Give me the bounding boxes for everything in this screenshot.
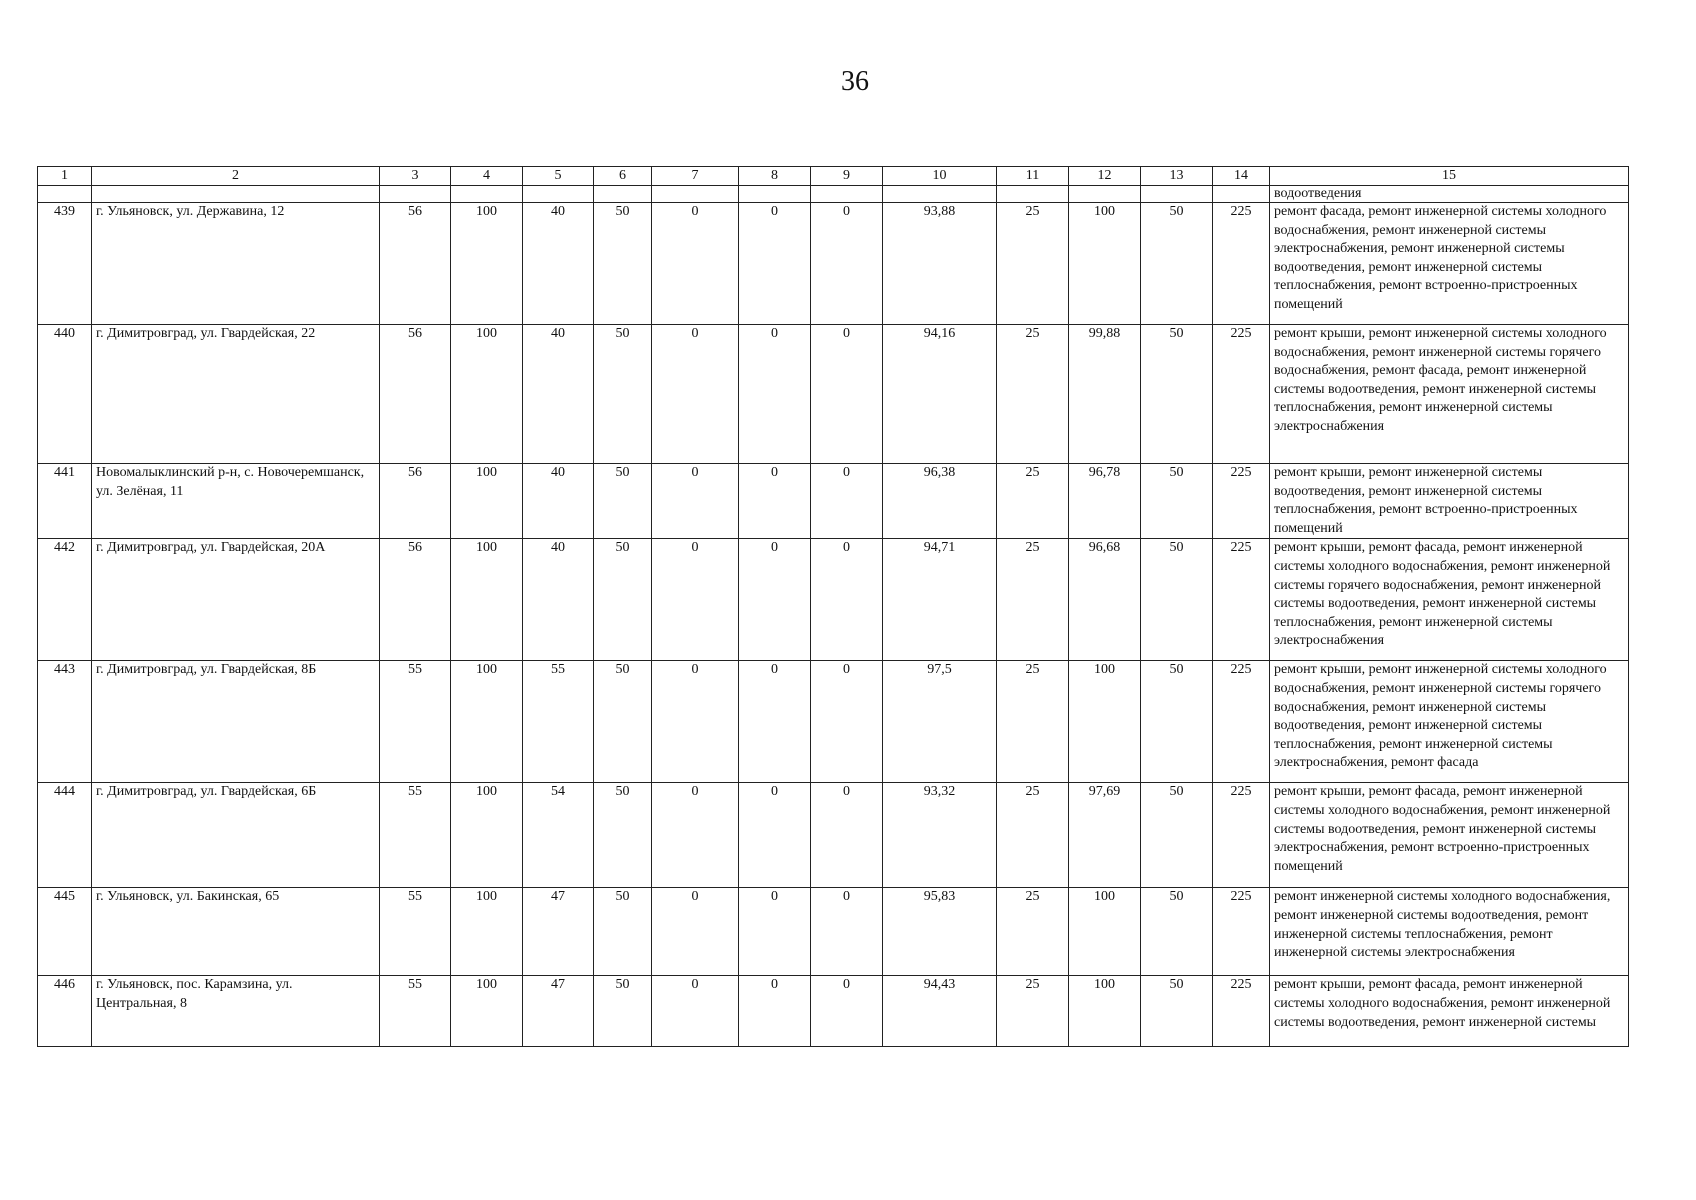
row-number-cell: 442 [38, 539, 92, 661]
row-number-cell: 440 [38, 325, 92, 464]
header-cell: 1 [38, 167, 92, 186]
value-cell: 56 [380, 325, 451, 464]
value-cell: 40 [523, 203, 594, 325]
value-cell: 0 [739, 539, 811, 661]
table-row [38, 539, 1629, 661]
value-cell: 0 [652, 464, 739, 539]
value-cell: 0 [739, 661, 811, 783]
value-cell: 100 [451, 783, 523, 888]
value-cell: 50 [1141, 888, 1213, 976]
value-cell: 25 [997, 464, 1069, 539]
value-cell: 50 [1141, 976, 1213, 1047]
value-cell: 47 [523, 976, 594, 1047]
row-number-cell: 445 [38, 888, 92, 976]
value-cell: 100 [451, 888, 523, 976]
address-cell: г. Димитровград, ул. Гвардейская, 8Б [92, 661, 380, 783]
value-cell: 25 [997, 888, 1069, 976]
value-cell: 47 [523, 888, 594, 976]
value-cell: 50 [594, 661, 652, 783]
value-cell: 94,71 [883, 539, 997, 661]
value-cell: 0 [652, 976, 739, 1047]
value-cell: 0 [652, 661, 739, 783]
value-cell: 0 [739, 325, 811, 464]
table-row [38, 203, 1629, 325]
value-cell: 97,5 [883, 661, 997, 783]
works-cell: водоотведения [1270, 186, 1629, 203]
value-cell: 100 [1069, 976, 1141, 1047]
table-row [38, 976, 1629, 1047]
value-cell: 50 [594, 888, 652, 976]
value-cell: 56 [380, 203, 451, 325]
value-cell: 55 [380, 888, 451, 976]
row-number-cell: 444 [38, 783, 92, 888]
value-cell: 55 [523, 661, 594, 783]
value-cell: 0 [811, 661, 883, 783]
row-number-cell: 441 [38, 464, 92, 539]
table-row [38, 464, 1629, 539]
value-cell: 40 [523, 464, 594, 539]
value-cell: 0 [739, 783, 811, 888]
value-cell: 50 [1141, 661, 1213, 783]
value-cell: 94,16 [883, 325, 997, 464]
value-cell: 50 [1141, 325, 1213, 464]
value-cell: 97,69 [1069, 783, 1141, 888]
table-row [38, 888, 1629, 976]
address-cell: г. Ульяновск, ул. Державина, 12 [92, 203, 380, 325]
value-cell: 100 [1069, 661, 1141, 783]
works-cell: ремонт инженерной системы холодного водоснабжения, ремонт инженерной системы водоотведения, ремонт инженерной системы теплоснабжения, ремонт инженерной системы электроснабжения [1270, 888, 1629, 976]
value-cell: 50 [594, 464, 652, 539]
value-cell: 0 [811, 976, 883, 1047]
value-cell: 100 [451, 325, 523, 464]
value-cell: 25 [997, 539, 1069, 661]
address-cell: г. Ульяновск, пос. Карамзина, ул. Центральная, 8 [92, 976, 380, 1047]
header-cell: 14 [1213, 167, 1270, 186]
address-cell: г. Ульяновск, ул. Бакинская, 65 [92, 888, 380, 976]
header-cell: 10 [883, 167, 997, 186]
value-cell: 225 [1213, 976, 1270, 1047]
header-cell: 3 [380, 167, 451, 186]
address-cell: г. Димитровград, ул. Гвардейская, 6Б [92, 783, 380, 888]
value-cell: 50 [1141, 539, 1213, 661]
value-cell: 0 [811, 325, 883, 464]
works-cell: ремонт фасада, ремонт инженерной системы холодного водоснабжения, ремонт инженерной системы электроснабжения, ремонт инженерной системы водоотведения, ремонт инженерной системы теплоснабжения, ремонт встроенно-пристроенных помещений [1270, 203, 1629, 325]
value-cell: 0 [811, 539, 883, 661]
value-cell: 50 [1141, 783, 1213, 888]
value-cell: 0 [811, 464, 883, 539]
value-cell: 100 [451, 464, 523, 539]
value-cell: 100 [451, 661, 523, 783]
value-cell: 50 [594, 783, 652, 888]
value-cell: 40 [523, 539, 594, 661]
row-number-cell: 446 [38, 976, 92, 1047]
value-cell: 50 [594, 203, 652, 325]
value-cell: 50 [1141, 464, 1213, 539]
value-cell: 25 [997, 783, 1069, 888]
address-cell: Новомалыклинский р-н, с. Новочеремшанск, ул. Зелёная, 11 [92, 464, 380, 539]
continuation-row [38, 186, 1629, 203]
header-cell: 2 [92, 167, 380, 186]
value-cell: 100 [451, 976, 523, 1047]
value-cell: 225 [1213, 464, 1270, 539]
value-cell: 56 [380, 539, 451, 661]
value-cell: 0 [652, 325, 739, 464]
value-cell: 93,32 [883, 783, 997, 888]
value-cell: 54 [523, 783, 594, 888]
row-number-cell: 443 [38, 661, 92, 783]
value-cell: 25 [997, 976, 1069, 1047]
value-cell: 25 [997, 325, 1069, 464]
value-cell: 100 [451, 539, 523, 661]
header-cell: 4 [451, 167, 523, 186]
value-cell: 0 [652, 203, 739, 325]
table-row [38, 661, 1629, 783]
value-cell: 100 [1069, 888, 1141, 976]
header-cell: 8 [739, 167, 811, 186]
works-cell: ремонт крыши, ремонт фасада, ремонт инженерной системы холодного водоснабжения, ремонт инженерной системы водоотведения, ремонт инженерной системы [1270, 976, 1629, 1047]
value-cell: 25 [997, 661, 1069, 783]
value-cell: 0 [811, 203, 883, 325]
value-cell: 50 [594, 539, 652, 661]
value-cell: 0 [739, 464, 811, 539]
value-cell: 25 [997, 203, 1069, 325]
page-number: 36 [841, 66, 869, 97]
value-cell: 55 [380, 976, 451, 1047]
value-cell: 93,88 [883, 203, 997, 325]
repair-register-table [37, 166, 1629, 1047]
header-cell: 11 [997, 167, 1069, 186]
header-cell: 15 [1270, 167, 1629, 186]
value-cell: 95,83 [883, 888, 997, 976]
works-cell: ремонт крыши, ремонт фасада, ремонт инженерной системы холодного водоснабжения, ремонт инженерной системы горячего водоснабжения, ремонт инженерной системы водоотведения, ремонт инженерной системы теплоснабжения, ремонт инженерной системы электроснабжения [1270, 539, 1629, 661]
address-cell: г. Димитровград, ул. Гвардейская, 22 [92, 325, 380, 464]
works-cell: ремонт крыши, ремонт инженерной системы холодного водоснабжения, ремонт инженерной системы горячего водоснабжения, ремонт инженерной системы водоотведения, ремонт инженерной системы теплоснабжения, ремонт инженерной системы электроснабжения, ремонт фасада [1270, 661, 1629, 783]
value-cell: 225 [1213, 539, 1270, 661]
value-cell: 55 [380, 783, 451, 888]
works-cell: ремонт крыши, ремонт инженерной системы водоотведения, ремонт инженерной системы теплоснабжения, ремонт встроенно-пристроенных помещений [1270, 464, 1629, 539]
value-cell: 225 [1213, 888, 1270, 976]
value-cell: 99,88 [1069, 325, 1141, 464]
value-cell: 225 [1213, 661, 1270, 783]
column-number-header-row [38, 167, 1629, 186]
value-cell: 56 [380, 464, 451, 539]
header-cell: 6 [594, 167, 652, 186]
value-cell: 0 [739, 888, 811, 976]
value-cell: 96,68 [1069, 539, 1141, 661]
value-cell: 0 [739, 203, 811, 325]
works-cell: ремонт крыши, ремонт фасада, ремонт инженерной системы холодного водоснабжения, ремонт инженерной системы водоотведения, ремонт инженерной системы электроснабжения, ремонт встроенно-пристроенных помещений [1270, 783, 1629, 888]
value-cell: 50 [594, 976, 652, 1047]
value-cell: 225 [1213, 783, 1270, 888]
value-cell: 0 [652, 888, 739, 976]
value-cell: 96,78 [1069, 464, 1141, 539]
value-cell: 50 [1141, 203, 1213, 325]
value-cell: 55 [380, 661, 451, 783]
value-cell: 94,43 [883, 976, 997, 1047]
works-cell: ремонт крыши, ремонт инженерной системы холодного водоснабжения, ремонт инженерной системы горячего водоснабжения, ремонт фасада, ремонт инженерной системы водоотведения, ремонт инженерной системы теплоснабжения, ремонт инженерной системы электроснабжения [1270, 325, 1629, 464]
value-cell: 225 [1213, 203, 1270, 325]
value-cell: 0 [652, 539, 739, 661]
value-cell: 96,38 [883, 464, 997, 539]
value-cell: 100 [1069, 203, 1141, 325]
value-cell: 225 [1213, 325, 1270, 464]
value-cell: 100 [451, 203, 523, 325]
value-cell: 0 [811, 783, 883, 888]
value-cell: 0 [652, 783, 739, 888]
table-row [38, 783, 1629, 888]
header-cell: 13 [1141, 167, 1213, 186]
row-number-cell: 439 [38, 203, 92, 325]
table-row [38, 325, 1629, 464]
header-cell: 5 [523, 167, 594, 186]
address-cell: г. Димитровград, ул. Гвардейская, 20А [92, 539, 380, 661]
value-cell: 0 [811, 888, 883, 976]
value-cell: 40 [523, 325, 594, 464]
header-cell: 7 [652, 167, 739, 186]
header-cell: 12 [1069, 167, 1141, 186]
value-cell: 50 [594, 325, 652, 464]
header-cell: 9 [811, 167, 883, 186]
value-cell: 0 [739, 976, 811, 1047]
